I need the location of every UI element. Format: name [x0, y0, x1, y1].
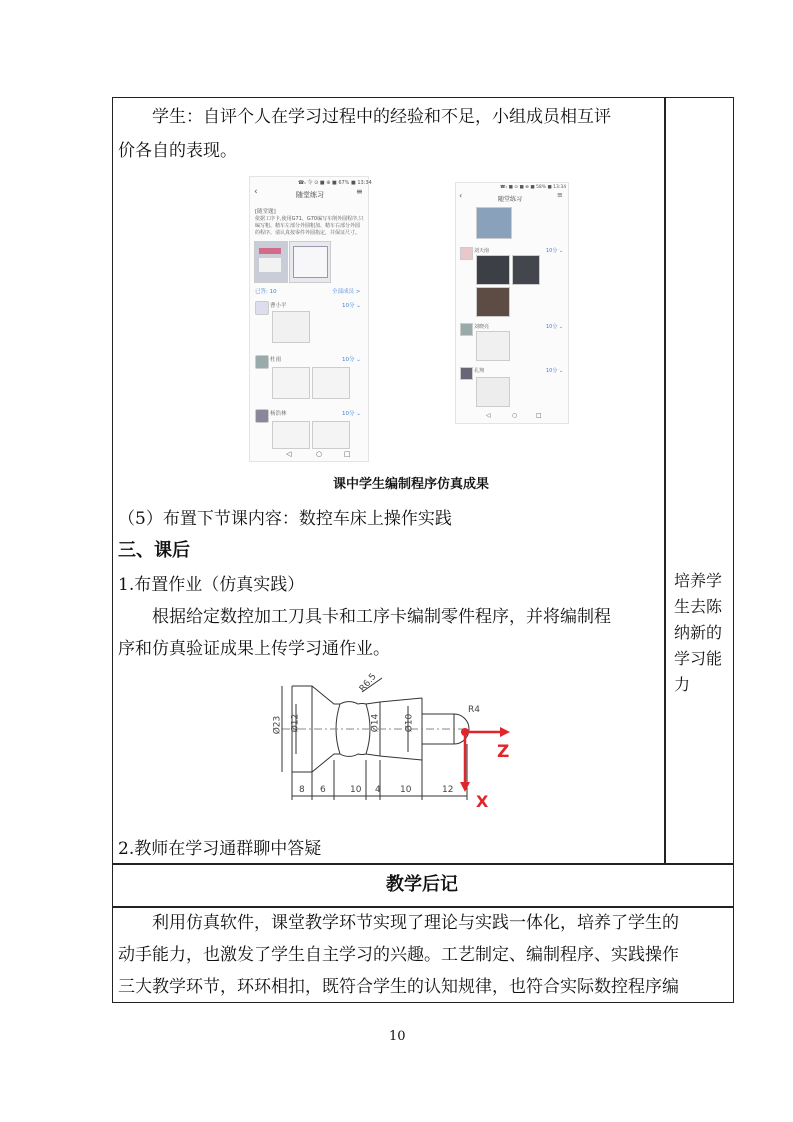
phone-screenshot-right: [455, 182, 569, 424]
menu-icon[interactable]: ≡: [557, 191, 563, 199]
student-name: 曹小平: [270, 303, 287, 309]
avatar: [460, 367, 473, 380]
side-note: 培养学: [674, 571, 723, 590]
dim-radius: R6.5: [357, 671, 379, 695]
task-image[interactable]: [254, 241, 288, 283]
axis-x-label: X: [476, 792, 489, 811]
submission-image[interactable]: [312, 367, 350, 399]
side-note: 学习能: [674, 649, 723, 668]
screen-title: 随堂练习: [296, 191, 324, 199]
task-tag: [随堂题]: [255, 209, 276, 215]
student-name: 刘晓亮: [474, 324, 490, 330]
status-bar: ☎ᵢₗ 令 ⊙ ■ ⊕ ■ 67% ■ 13:34: [298, 180, 372, 186]
student-name: 杨浩林: [270, 411, 287, 417]
student-name: 孔翔: [474, 368, 485, 374]
postscript-line: 三大教学环节，环环相扣，既符合学生的认知规律，也符合实际数控程序编: [118, 977, 679, 997]
student-score[interactable]: 10分 ⌄: [342, 357, 361, 363]
menu-icon[interactable]: ≡: [356, 187, 363, 196]
part-drawing: [262, 672, 530, 820]
phone-screenshot-left: [249, 176, 372, 462]
student-name: 刘天南: [474, 248, 490, 254]
submission-image[interactable]: [476, 255, 510, 285]
submission-image[interactable]: [476, 207, 512, 239]
postscript-line: 利用仿真软件，课堂教学环节实现了理论与实践一体化，培养了学生的: [152, 913, 679, 933]
dim-radius: R4: [468, 705, 480, 715]
figure-caption: 课中学生编制程序仿真成果: [333, 477, 490, 492]
status-bar: ☎ᵢₗ ■ ⊙ ■ ⊕ ■ 58% ■ 13:34: [500, 185, 567, 190]
nav-back-icon[interactable]: ◁: [486, 412, 491, 419]
task-image[interactable]: [289, 241, 331, 283]
student-score[interactable]: 10分 ⌄: [342, 303, 361, 309]
student-eval-line2: 价各自的表现。: [118, 141, 237, 161]
task-text: 依据工序卡,使用G71、G70编写车削外圆程序,只: [255, 216, 364, 222]
postscript-line: 动手能力，也激发了学生自主学习的兴趣。工艺制定、编制程序、实践操作: [118, 945, 679, 965]
task-text: 编写粗、精车左部分外圆粗加、精车右部分外圆: [255, 223, 361, 229]
dim-length: 12: [442, 785, 454, 795]
nav-home-icon[interactable]: ○: [512, 412, 518, 419]
avatar: [255, 355, 269, 369]
all-members-link[interactable]: 全部成员 >: [332, 289, 361, 295]
side-note: 生去陈: [674, 597, 723, 616]
student-eval-line1: 学生：自评个人在学习过程中的经验和不足，小组成员相互评: [152, 107, 611, 127]
avatar: [255, 301, 269, 315]
submission-image[interactable]: [312, 421, 350, 449]
homework-title: 1.布置作业（仿真实践）: [118, 575, 305, 595]
nav-back-icon[interactable]: ◁: [286, 450, 292, 458]
lesson-table: [112, 97, 734, 1003]
side-note: 力: [674, 675, 691, 694]
dim-length: 10: [400, 785, 412, 795]
submission-image[interactable]: [272, 311, 310, 343]
student-score[interactable]: 10分 ⌄: [546, 248, 564, 254]
postscript-title: 教学后记: [386, 874, 458, 895]
nav-recent-icon[interactable]: □: [536, 412, 542, 419]
axis-z-label: Z: [497, 742, 510, 762]
avatar: [460, 323, 473, 336]
answer-count: 已答: 10: [255, 289, 277, 295]
submission-image[interactable]: [476, 331, 510, 361]
student-score[interactable]: 10分 ⌄: [546, 368, 564, 374]
row-divider: [112, 863, 734, 865]
nav-recent-icon[interactable]: □: [344, 450, 351, 458]
section-heading: 三、课后: [118, 540, 190, 561]
student-score[interactable]: 10分 ⌄: [546, 324, 564, 330]
dim-diameter: Ø14: [370, 713, 381, 733]
column-divider: [664, 97, 666, 864]
dim-length: 4: [375, 785, 381, 795]
back-icon[interactable]: ‹: [254, 187, 258, 197]
task-text: 的程序。请认真按零件外圆指定，并保证尺寸。: [255, 230, 361, 236]
next-lesson: （5）布置下节课内容：数控车床上操作实践: [118, 509, 452, 529]
page-number: 10: [389, 1029, 406, 1044]
homework-body: 根据给定数控加工刀具卡和工序卡编制零件程序，并将编制程: [152, 607, 611, 627]
side-note: 纳新的: [674, 623, 723, 642]
submission-image[interactable]: [272, 421, 310, 449]
submission-image[interactable]: [272, 367, 310, 399]
submission-image[interactable]: [476, 377, 510, 407]
avatar: [255, 409, 269, 423]
submission-image[interactable]: [476, 287, 510, 317]
avatar: [460, 247, 473, 260]
screen-title: 随堂练习: [498, 196, 523, 203]
homework-body: 序和仿真验证成果上传学习通作业。: [118, 639, 390, 659]
submission-image[interactable]: [512, 255, 540, 285]
student-score[interactable]: 10分 ⌄: [342, 411, 361, 417]
dim-diameter: Ø23: [272, 715, 283, 735]
dim-length: 6: [320, 785, 326, 795]
back-icon[interactable]: ‹: [459, 191, 463, 200]
dim-length: 8: [299, 785, 305, 795]
dim-length: 10: [350, 785, 362, 795]
student-name: 杜雨: [270, 357, 282, 363]
nav-home-icon[interactable]: ○: [316, 450, 323, 458]
dim-diameter: Ø12: [290, 713, 301, 733]
qa-line: 2.教师在学习通群聊中答疑: [118, 839, 322, 859]
row-divider: [112, 906, 734, 908]
dim-diameter: Ø10: [404, 713, 415, 733]
